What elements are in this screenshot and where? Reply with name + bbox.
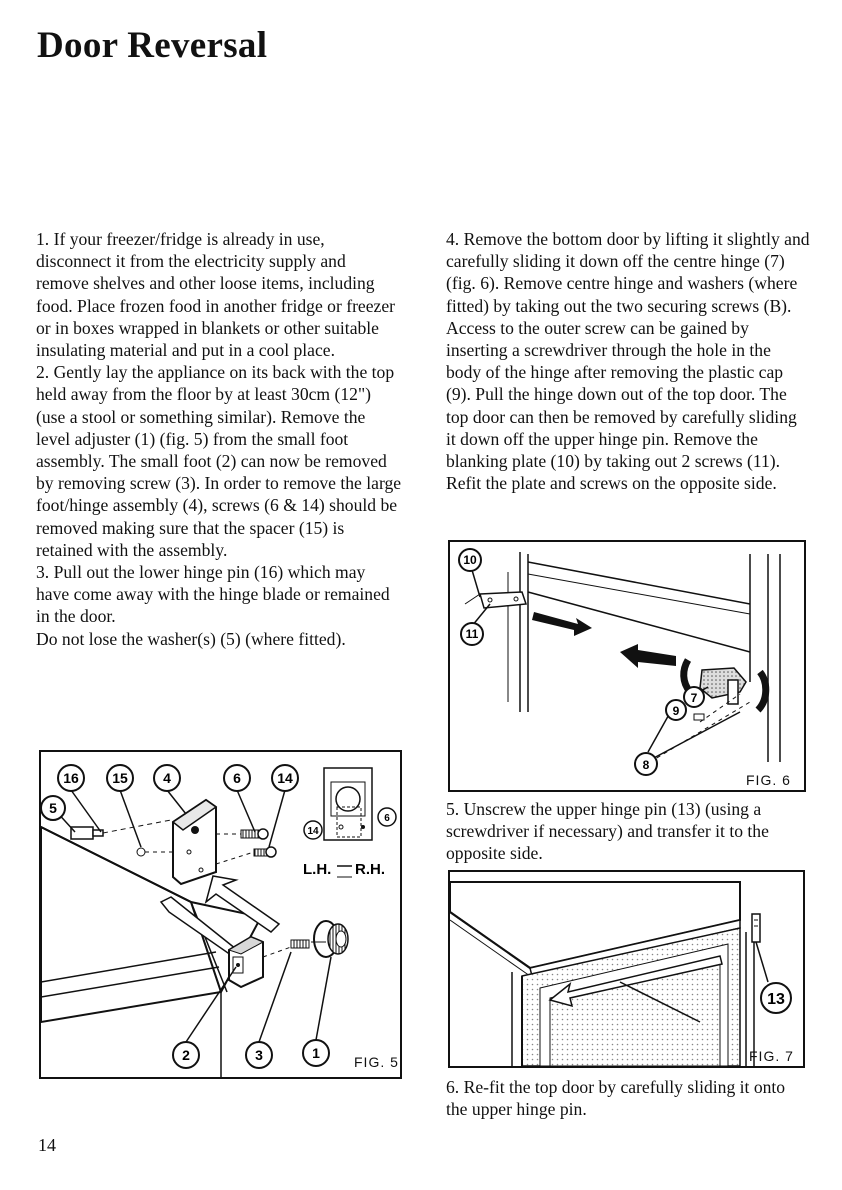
- step-1-text: 1. If your freezer/fridge is already in use, disconnect it from the electricity supply and remove shelves and other loose items, including food. Place frozen food in another fridge or freezer or in boxes wrapped in blankets or other suitable insulating material and put in a cool place.: [36, 229, 396, 361]
- inset-callout-6: 6: [384, 813, 390, 824]
- fig7-label: FIG. 7: [749, 1048, 794, 1064]
- step-4-text: 4. Remove the bottom door by lifting it slightly and carefully sliding it down off the centre hinge (7) (fig. 6). Remove centre hinge and washers (where fitted) by taking out the two securing screws (B). Access to the outer screw can be gained by inserting a screwdriver through the hole in the body of the hinge after removing the plastic cap (9). Pull the hinge down out of the top door. The top door can then be removed by carefully sliding it down off the upper hinge pin. Remove the blanking plate (10) by taking out 2 screws (11). Refit the plate and screws on the opposite side.: [446, 229, 810, 494]
- fig5-callout-15: 15: [112, 770, 128, 786]
- fig5-label: FIG. 5: [354, 1054, 399, 1070]
- fig5-callout-6: 6: [233, 770, 241, 786]
- figure-6-drawing: [450, 542, 804, 790]
- fig7-callouts: [761, 983, 791, 1013]
- fig6-callout-7: 7: [690, 691, 698, 705]
- fig6-callout-9: 9: [672, 704, 680, 718]
- right-column: [446, 228, 810, 494]
- figure-5-drawing: [41, 752, 400, 1077]
- fig6-callout-10: 10: [463, 553, 477, 567]
- page-number: 14: [38, 1135, 56, 1155]
- upper-hinge-pin: [752, 914, 760, 942]
- figure-7: [448, 870, 805, 1068]
- left-column: [36, 228, 402, 650]
- step-5-text: 5. Unscrew the upper hinge pin (13) (using a screwdriver if necessary) and transfer it to the opposite side.: [446, 799, 769, 864]
- fig6-callout-11: 11: [465, 627, 479, 641]
- blanking-plate: [480, 592, 526, 608]
- inset-caption-rh: R.H.: [355, 861, 385, 878]
- figure-7-drawing: [450, 872, 803, 1066]
- fig5-callout-1: 1: [312, 1045, 320, 1061]
- inset-callout-14: 14: [307, 826, 319, 837]
- fig5-callout-3: 3: [255, 1047, 263, 1063]
- appliance-body: [41, 827, 261, 1022]
- fig5-callout-4: 4: [163, 770, 171, 786]
- figure-5: [39, 750, 402, 1079]
- fig5-callout-2: 2: [182, 1047, 190, 1063]
- step-3-text: 3. Pull out the lower hinge pin (16) which may have come away with the hinge blade or remained in the door.: [36, 562, 390, 627]
- step-2-text: 2. Gently lay the appliance on its back with the top held away from the floor by at least 30cm (12") (use a stool or something similar). Remove the level adjuster (1) (fig. 5) from the small foot assembly. The small foot (2) can now be removed by removing screw (3). In order to remove the large foot/hinge assembly (4), screws (6 & 14) should be removed making sure that the spacer (15) is retained with the assembly.: [36, 362, 402, 560]
- fig7-callout-13: 13: [767, 991, 785, 1008]
- step-5-block: [446, 798, 810, 865]
- fig6-label: FIG. 6: [746, 772, 791, 788]
- fig5-callout-5: 5: [49, 800, 57, 816]
- arrow-left: [620, 644, 676, 668]
- fig6-callout-8: 8: [642, 758, 650, 772]
- step-6-text: 6. Re-fit the top door by carefully sliding it onto the upper hinge pin.: [446, 1077, 786, 1120]
- inset-caption-lh: L.H.: [303, 861, 332, 878]
- figure-6: [448, 540, 806, 792]
- fig5-callout-14: 14: [277, 770, 293, 786]
- arrow-right: [532, 612, 592, 636]
- step-6-block: [446, 1076, 810, 1120]
- fig5-callout-16: 16: [63, 770, 79, 786]
- page-title: Door Reversal: [37, 25, 268, 66]
- step-3-note: Do not lose the washer(s) (5) (where fitted).: [36, 628, 346, 649]
- centre-hinge: [700, 668, 746, 698]
